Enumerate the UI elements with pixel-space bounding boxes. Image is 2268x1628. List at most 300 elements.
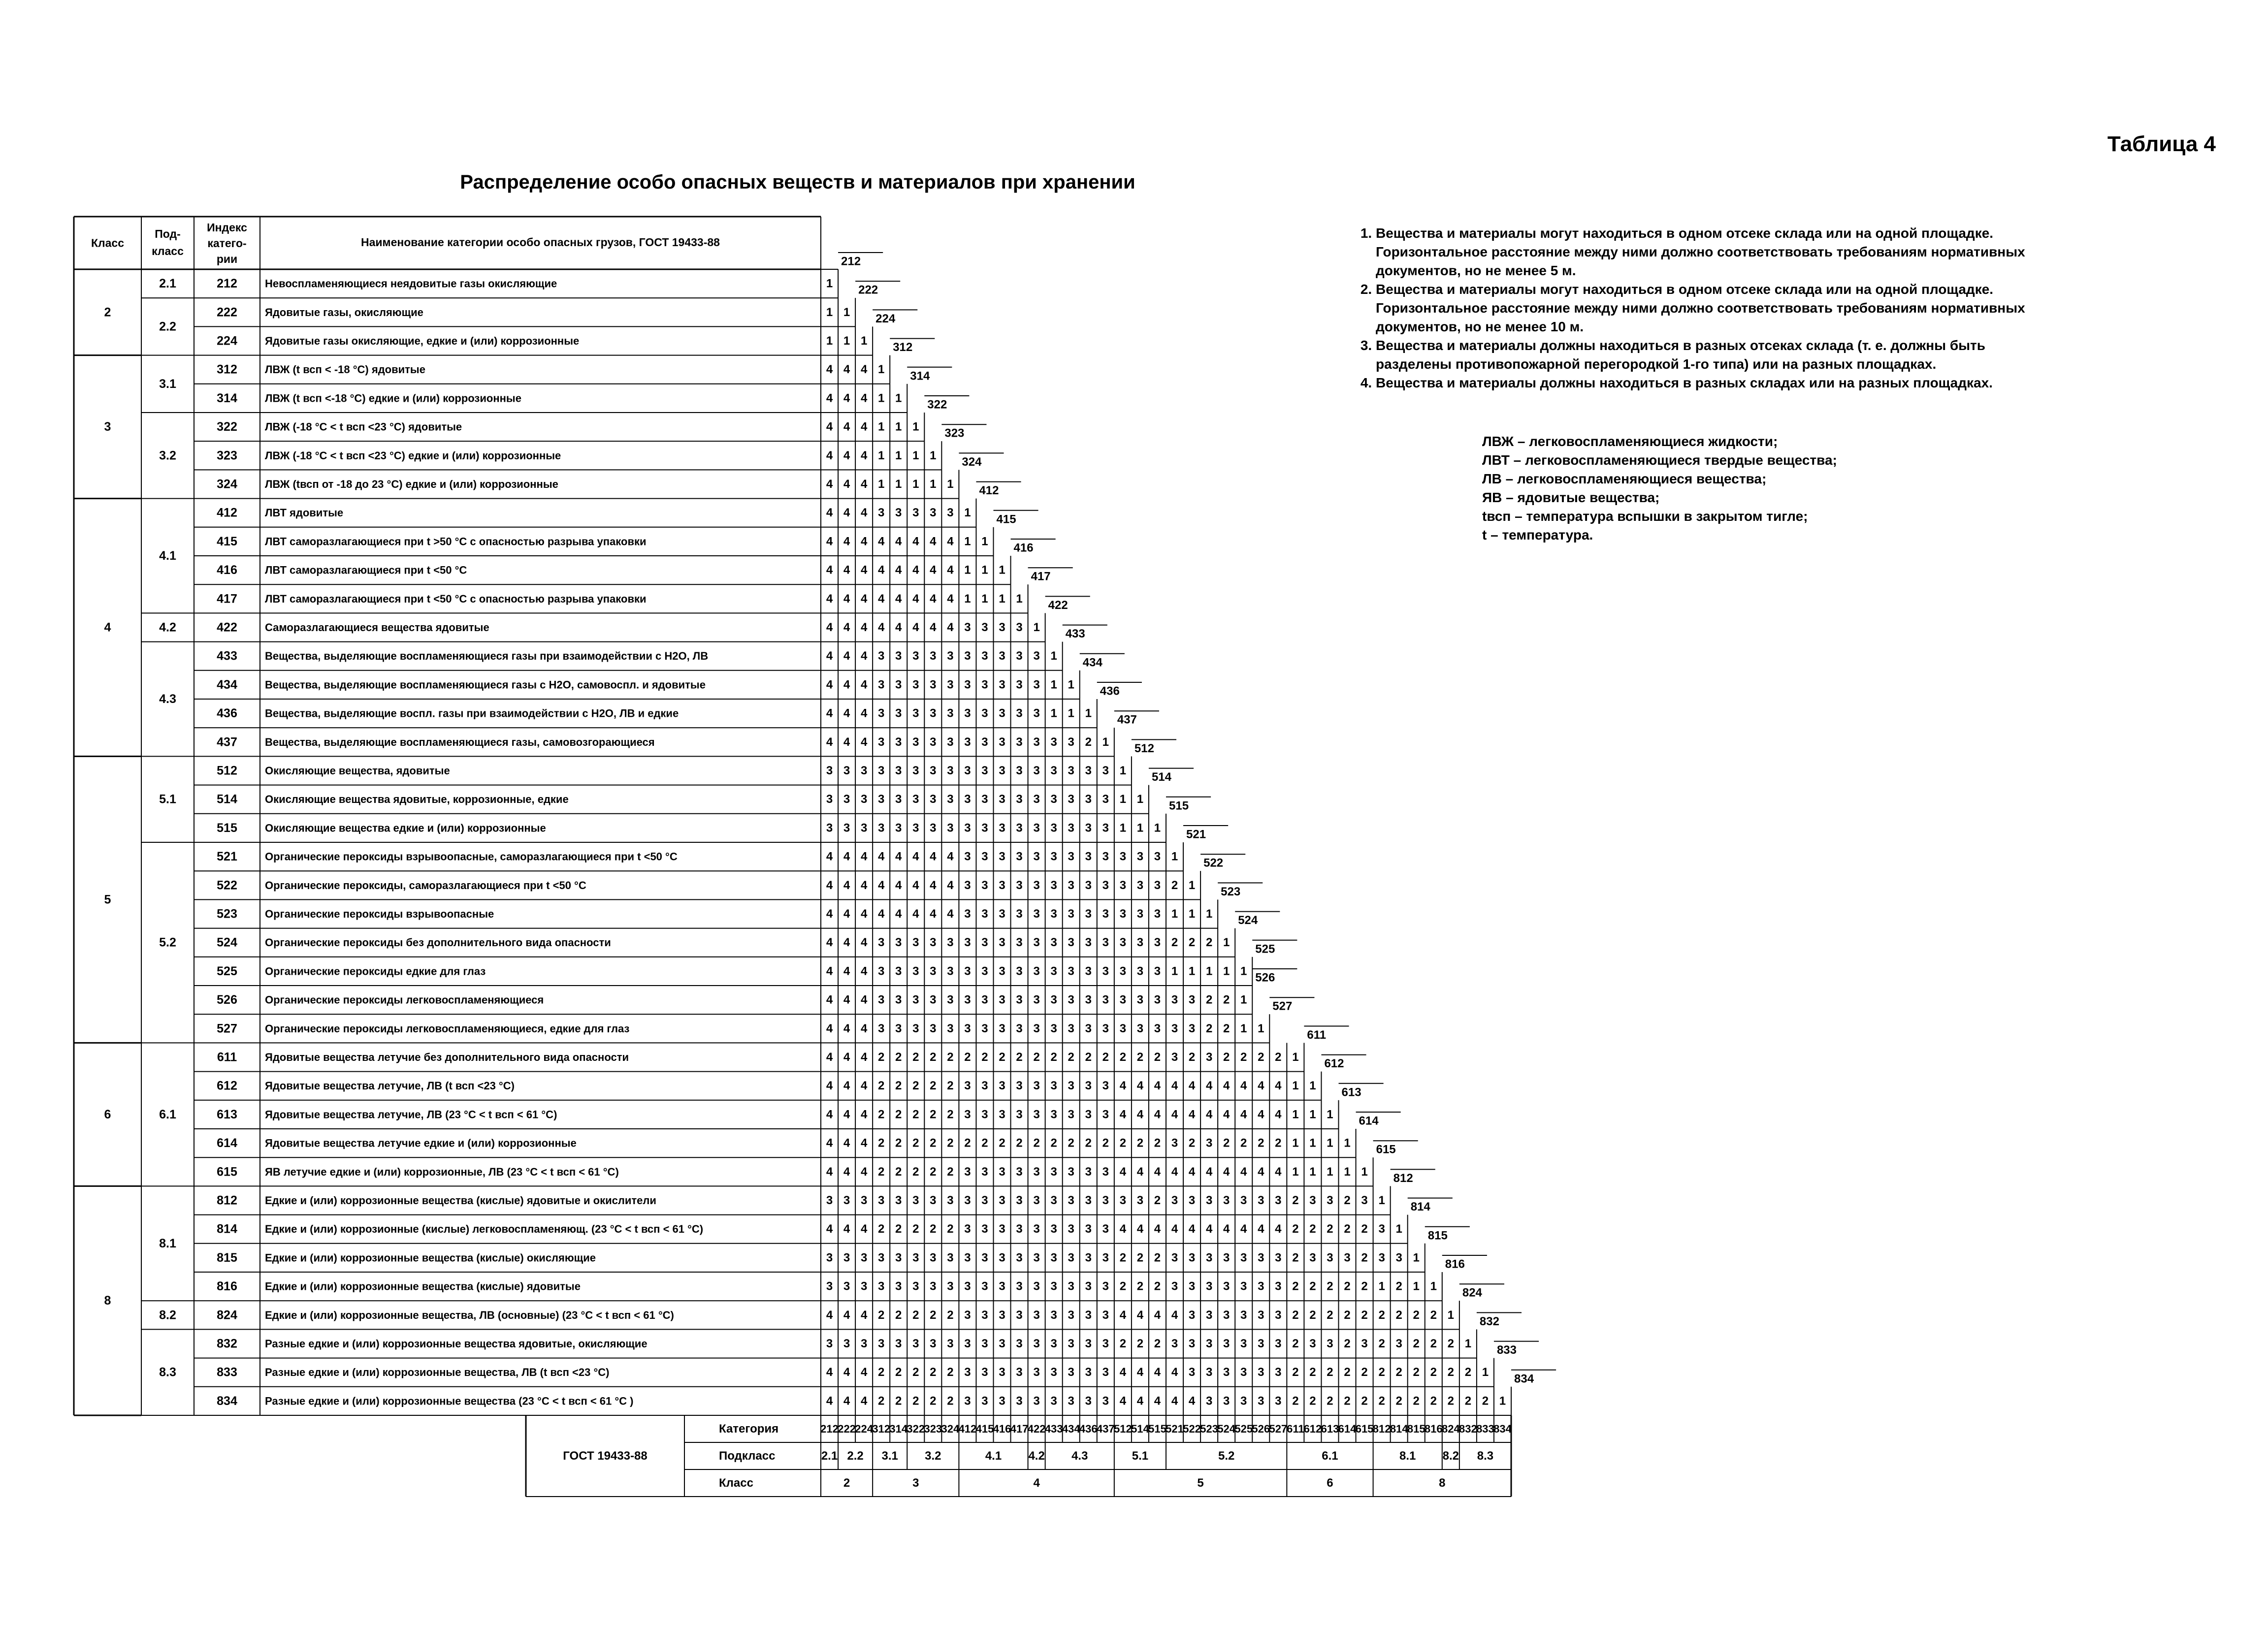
compat-value: 3 <box>1154 1021 1161 1035</box>
compat-value: 3 <box>981 1308 988 1322</box>
diagonal-index-label: 222 <box>858 283 878 297</box>
compat-value: 4 <box>843 478 850 491</box>
bottom-subclass-label: Подкласс <box>719 1449 776 1463</box>
compat-value: 4 <box>947 850 954 863</box>
compat-value: 3 <box>877 1194 885 1207</box>
bottom-category-index: 524 <box>1217 1423 1236 1435</box>
compat-value: 3 <box>1223 1279 1230 1293</box>
compat-value: 3 <box>981 1021 988 1035</box>
category-name: ЛВЖ (-18 °С < t всп <23 °С) ядовитые <box>265 420 462 433</box>
compat-value: 3 <box>1033 1394 1040 1408</box>
compat-value: 2 <box>1033 1051 1040 1064</box>
compat-value: 3 <box>981 706 988 720</box>
compat-value: 2 <box>1258 1136 1264 1150</box>
compat-value: 2 <box>912 1308 919 1322</box>
compat-value: 2 <box>1119 1251 1127 1265</box>
compat-value: 3 <box>1085 1308 1092 1322</box>
compat-value: 4 <box>1154 1366 1161 1379</box>
diagonal-index-label: 514 <box>1151 770 1171 784</box>
compat-value: 3 <box>964 1079 971 1093</box>
compat-value: 2 <box>1292 1279 1299 1293</box>
compat-value: 4 <box>1223 1079 1230 1093</box>
compat-value: 4 <box>826 1108 833 1121</box>
note-item: 4. Вещества и материалы должны находиться в разных складах или на разных площадках. <box>1376 374 2043 392</box>
compat-value: 2 <box>1188 1051 1196 1064</box>
compat-value: 4 <box>826 964 833 978</box>
compat-value: 3 <box>1240 1194 1247 1207</box>
compat-value: 3 <box>1085 1108 1092 1121</box>
compat-value: 2 <box>964 1136 971 1150</box>
compat-value: 3 <box>1085 1366 1092 1379</box>
compat-value: 3 <box>947 764 954 777</box>
compat-value: 4 <box>826 535 833 548</box>
category-index: 523 <box>217 907 237 921</box>
compat-value: 3 <box>1119 878 1127 892</box>
compat-value: 2 <box>930 1222 937 1236</box>
compat-value: 4 <box>860 936 868 950</box>
compat-value: 3 <box>1154 878 1161 892</box>
subclass-label: 2.2 <box>159 319 176 334</box>
compat-value: 3 <box>1188 1366 1196 1379</box>
compat-value: 2 <box>1378 1366 1385 1379</box>
compat-value: 4 <box>930 535 937 548</box>
compat-value: 4 <box>1119 1394 1127 1408</box>
compat-value: 2 <box>947 1222 954 1236</box>
compat-value: 3 <box>1223 1337 1230 1350</box>
compat-value: 3 <box>1240 1337 1247 1350</box>
compat-value: 3 <box>1102 764 1109 777</box>
compat-value: 4 <box>860 1366 868 1379</box>
compat-value: 3 <box>1136 993 1144 1007</box>
compat-value: 3 <box>999 1251 1005 1265</box>
compat-value: 4 <box>1258 1165 1264 1179</box>
compat-value: 3 <box>1085 1279 1092 1293</box>
compat-value: 3 <box>947 735 954 749</box>
category-index: 433 <box>217 649 237 663</box>
compat-value: 3 <box>964 964 971 978</box>
compat-value: 3 <box>964 1308 971 1322</box>
compat-value: 2 <box>1136 1136 1144 1150</box>
compat-value: 3 <box>1275 1394 1282 1408</box>
compat-value: 3 <box>1171 1194 1178 1207</box>
compat-value: 3 <box>1275 1251 1282 1265</box>
diagonal-index-label: 512 <box>1134 741 1154 755</box>
category-name: ЛВЖ (-18 °С < t всп <23 °С) едкие и (или) коррозионные <box>265 449 561 462</box>
compat-value: 2 <box>1205 993 1213 1007</box>
compat-value: 3 <box>877 764 885 777</box>
compat-value: 1 <box>1136 821 1144 835</box>
compat-value: 3 <box>877 1279 885 1293</box>
compat-value: 1 <box>895 420 902 434</box>
compat-value: 4 <box>1154 1308 1161 1322</box>
compat-value: 2 <box>1292 1394 1299 1408</box>
compat-value: 3 <box>999 907 1005 921</box>
compat-value: 3 <box>860 1251 868 1265</box>
compat-value: 4 <box>826 1136 833 1150</box>
compat-value: 4 <box>826 1051 833 1064</box>
compat-value: 4 <box>843 1079 850 1093</box>
category-name: Ядовитые газы, окисляющие <box>265 306 423 319</box>
compat-value: 2 <box>912 1394 919 1408</box>
abbreviation-item: tвсп – температура вспышки в закрытом тигле; <box>1482 509 1808 524</box>
compat-value: 3 <box>895 821 902 835</box>
compat-value: 3 <box>912 793 919 806</box>
compat-value: 3 <box>1395 1251 1402 1265</box>
compat-value: 1 <box>877 363 885 377</box>
category-name: ЛВЖ (t всп <-18 °С) едкие и (или) коррозионные <box>265 392 521 405</box>
bottom-category-index: 815 <box>1407 1423 1426 1435</box>
compat-value: 3 <box>999 764 1005 777</box>
compat-value: 4 <box>912 592 919 606</box>
diagonal-index-label: 437 <box>1117 713 1137 727</box>
compat-value: 4 <box>1171 1079 1178 1093</box>
subclass-label: 3.2 <box>159 448 176 463</box>
header-category-name: Наименование категории особо опасных грузов, ГОСТ 19433-88 <box>361 236 720 249</box>
compat-value: 2 <box>1327 1366 1333 1379</box>
compat-value: 4 <box>843 1021 850 1035</box>
compat-value: 2 <box>1050 1136 1057 1150</box>
bottom-category-index: 322 <box>907 1423 925 1435</box>
compat-value: 4 <box>947 535 954 548</box>
compat-value: 3 <box>1033 793 1040 806</box>
compat-value: 3 <box>1258 1251 1264 1265</box>
bottom-category-index: 222 <box>838 1423 856 1435</box>
compat-value: 2 <box>1344 1279 1351 1293</box>
compat-value: 3 <box>1205 1251 1213 1265</box>
compat-value: 1 <box>1430 1279 1437 1293</box>
compat-value: 4 <box>1188 1165 1196 1179</box>
compat-value: 3 <box>1119 936 1127 950</box>
compat-value: 4 <box>1119 1079 1127 1093</box>
compat-value: 2 <box>912 1079 919 1093</box>
compat-value: 3 <box>1085 1079 1092 1093</box>
compat-value: 4 <box>930 592 937 606</box>
category-name: Ядовитые вещества летучие едкие и (или) коррозионные <box>265 1137 577 1149</box>
compat-value: 1 <box>1223 936 1230 950</box>
compat-value: 2 <box>1068 1136 1074 1150</box>
compat-value: 3 <box>826 1279 833 1293</box>
compat-value: 1 <box>1205 907 1213 921</box>
compat-value: 1 <box>964 592 971 606</box>
compat-value: 3 <box>1016 821 1023 835</box>
compat-value: 4 <box>843 592 850 606</box>
bottom-subclass-value: 8.1 <box>1399 1449 1416 1463</box>
compat-value: 3 <box>912 1251 919 1265</box>
compat-value: 3 <box>1016 1308 1023 1322</box>
compat-value: 2 <box>1361 1308 1368 1322</box>
compat-value: 3 <box>877 1251 885 1265</box>
compat-value: 3 <box>1068 735 1074 749</box>
category-index: 224 <box>217 334 237 348</box>
category-index: 815 <box>217 1250 237 1265</box>
compat-value: 3 <box>1136 850 1144 863</box>
compat-value: 3 <box>981 907 988 921</box>
compat-value: 1 <box>1309 1165 1316 1179</box>
compat-value: 3 <box>964 621 971 634</box>
class-label: 3 <box>104 420 111 434</box>
category-name: Разные едкие и (или) коррозионные вещества (23 °С < t всп < 61 °С ) <box>265 1395 634 1407</box>
compat-value: 3 <box>1378 1251 1385 1265</box>
compat-value: 4 <box>1258 1079 1264 1093</box>
compat-value: 4 <box>877 535 885 548</box>
compat-value: 3 <box>999 1021 1005 1035</box>
compat-value: 4 <box>1205 1222 1213 1236</box>
compat-value: 3 <box>964 764 971 777</box>
category-index: 212 <box>217 277 237 291</box>
compat-value: 4 <box>912 563 919 577</box>
compat-value: 3 <box>947 649 954 663</box>
compat-value: 4 <box>843 563 850 577</box>
compat-value: 1 <box>1378 1194 1385 1207</box>
diagonal-index-label: 525 <box>1255 942 1275 956</box>
compat-value: 3 <box>843 1251 850 1265</box>
compat-value: 3 <box>981 821 988 835</box>
compat-value: 3 <box>1085 1394 1092 1408</box>
compat-value: 3 <box>895 964 902 978</box>
compat-value: 3 <box>1033 1337 1040 1350</box>
diagonal-index-label: 611 <box>1307 1028 1327 1042</box>
compat-value: 1 <box>912 478 919 491</box>
compat-value: 3 <box>877 964 885 978</box>
compat-value: 4 <box>1136 1222 1144 1236</box>
abbreviation-item: t – температура. <box>1482 527 1593 543</box>
compat-value: 3 <box>1050 993 1057 1007</box>
compat-value: 3 <box>964 678 971 692</box>
compat-value: 2 <box>877 1051 885 1064</box>
compat-value: 3 <box>1119 1021 1127 1035</box>
compat-value: 3 <box>1188 1251 1196 1265</box>
compat-value: 1 <box>1292 1136 1299 1150</box>
compat-value: 4 <box>930 878 937 892</box>
compat-value: 4 <box>1240 1108 1247 1121</box>
compat-value: 2 <box>947 1108 954 1121</box>
compat-value: 4 <box>930 563 937 577</box>
compat-value: 2 <box>1309 1222 1316 1236</box>
category-index: 522 <box>217 878 237 893</box>
compat-value: 3 <box>1033 1021 1040 1035</box>
compat-value: 3 <box>1033 1165 1040 1179</box>
compat-value: 4 <box>826 1165 833 1179</box>
compat-value: 3 <box>1102 1222 1109 1236</box>
diagonal-index-label: 323 <box>944 426 965 440</box>
compat-value: 4 <box>912 535 919 548</box>
bottom-category-index: 434 <box>1062 1423 1080 1435</box>
compat-value: 3 <box>1327 1251 1333 1265</box>
compat-value: 3 <box>999 964 1005 978</box>
compat-value: 1 <box>1136 793 1144 806</box>
compat-value: 4 <box>843 1222 850 1236</box>
compat-value: 3 <box>1102 907 1109 921</box>
compat-value: 4 <box>843 1051 850 1064</box>
note-item: 1. Вещества и материалы могут находиться в одном отсеке склада или на одной площадке. Горизонтальное расстояние между ними должно соответствовать требованиям нормативных документов, но не менее 5 м. <box>1376 224 2043 280</box>
compat-value: 3 <box>981 1251 988 1265</box>
compat-value: 3 <box>964 907 971 921</box>
compat-value: 4 <box>843 1136 850 1150</box>
compat-value: 2 <box>947 1079 954 1093</box>
compat-value: 3 <box>981 621 988 634</box>
compat-value: 4 <box>1188 1394 1196 1408</box>
compat-value: 4 <box>1205 1108 1213 1121</box>
diagonal-index-label: 412 <box>979 484 999 498</box>
compat-value: 2 <box>895 1079 902 1093</box>
compat-value: 3 <box>1240 1366 1247 1379</box>
compat-value: 2 <box>1309 1394 1316 1408</box>
compat-value: 4 <box>877 907 885 921</box>
compat-value: 1 <box>999 563 1005 577</box>
compat-value: 3 <box>930 1279 937 1293</box>
compat-value: 3 <box>981 735 988 749</box>
compat-value: 3 <box>1033 1194 1040 1207</box>
compat-value: 3 <box>1102 1366 1109 1379</box>
compat-value: 4 <box>860 535 868 548</box>
compat-value: 3 <box>930 1194 937 1207</box>
compat-value: 2 <box>1361 1251 1368 1265</box>
compat-value: 2 <box>1136 1279 1144 1293</box>
compat-value: 3 <box>947 678 954 692</box>
diagonal-index-label: 615 <box>1376 1143 1396 1156</box>
compat-value: 3 <box>1119 907 1127 921</box>
compat-value: 4 <box>860 506 868 520</box>
compat-value: 3 <box>843 1194 850 1207</box>
compat-value: 3 <box>1050 1165 1057 1179</box>
compat-value: 2 <box>930 1366 937 1379</box>
diagonal-index-label: 814 <box>1410 1200 1430 1214</box>
compat-value: 3 <box>1050 907 1057 921</box>
compat-value: 4 <box>1258 1222 1264 1236</box>
compat-value: 2 <box>1068 1051 1074 1064</box>
compat-value: 2 <box>1378 1337 1385 1350</box>
compat-value: 3 <box>1068 964 1074 978</box>
compat-value: 3 <box>981 878 988 892</box>
compat-value: 1 <box>1188 964 1196 978</box>
compat-value: 2 <box>1240 1136 1247 1150</box>
compat-value: 3 <box>999 621 1005 634</box>
compat-value: 3 <box>1188 993 1196 1007</box>
compat-value: 4 <box>895 621 902 634</box>
compat-value: 3 <box>1033 1222 1040 1236</box>
bottom-category-index: 515 <box>1148 1423 1166 1435</box>
compat-value: 1 <box>1171 850 1178 863</box>
diagonal-index-label: 212 <box>841 255 861 268</box>
compat-value: 1 <box>1188 907 1196 921</box>
compat-value: 3 <box>1258 1337 1264 1350</box>
diagonal-index-label: 417 <box>1031 570 1051 583</box>
compat-value: 1 <box>1447 1308 1455 1322</box>
compat-value: 4 <box>1171 1165 1178 1179</box>
compat-value: 2 <box>930 1165 937 1179</box>
compat-value: 3 <box>1050 1337 1057 1350</box>
compat-value: 2 <box>895 1308 902 1322</box>
compat-value: 2 <box>1154 1279 1161 1293</box>
abbreviation-item: ЛВ – легковоспламеняющиеся вещества; <box>1482 471 1767 486</box>
compat-value: 2 <box>1240 1051 1247 1064</box>
diagonal-index-label: 815 <box>1427 1229 1448 1243</box>
compat-value: 1 <box>1240 1021 1247 1035</box>
compat-value: 3 <box>1171 1251 1178 1265</box>
compat-value: 3 <box>1033 649 1040 663</box>
compat-value: 3 <box>1085 878 1092 892</box>
subclass-label: 2.1 <box>159 277 176 291</box>
compat-value: 4 <box>930 850 937 863</box>
compat-value: 3 <box>1136 878 1144 892</box>
compat-value: 3 <box>912 649 919 663</box>
compat-value: 4 <box>1119 1366 1127 1379</box>
compat-value: 4 <box>930 621 937 634</box>
compat-value: 4 <box>1136 1079 1144 1093</box>
bottom-subclass-value: 8.3 <box>1477 1449 1494 1463</box>
compat-value: 3 <box>843 1279 850 1293</box>
category-name: ЛВТ саморазлагающиеся при t <50 °С <box>265 564 467 576</box>
compat-value: 3 <box>930 1021 937 1035</box>
compat-value: 4 <box>826 563 833 577</box>
compat-value: 2 <box>1309 1308 1316 1322</box>
compat-value: 3 <box>930 764 937 777</box>
compat-value: 3 <box>1171 1136 1178 1150</box>
compat-value: 3 <box>1102 1165 1109 1179</box>
category-name: Органические пероксиды, саморазлагающиеся при t <50 °С <box>265 879 586 892</box>
class-label: 6 <box>104 1107 111 1121</box>
compat-value: 2 <box>1395 1308 1402 1322</box>
compat-value: 4 <box>912 878 919 892</box>
compat-value: 1 <box>1499 1394 1506 1408</box>
compat-value: 4 <box>826 1394 833 1408</box>
compat-value: 4 <box>843 391 850 405</box>
compat-value: 3 <box>1102 1394 1109 1408</box>
compat-value: 3 <box>1119 850 1127 863</box>
compat-value: 3 <box>999 936 1005 950</box>
compat-value: 3 <box>981 649 988 663</box>
compat-value: 3 <box>895 506 902 520</box>
compat-value: 3 <box>1068 764 1074 777</box>
compat-value: 4 <box>860 1108 868 1121</box>
compat-value: 3 <box>1275 1279 1282 1293</box>
compat-value: 3 <box>1136 964 1144 978</box>
compat-value: 3 <box>1258 1366 1264 1379</box>
compat-value: 3 <box>1068 1194 1074 1207</box>
compat-value: 4 <box>843 735 850 749</box>
compat-value: 4 <box>895 850 902 863</box>
compat-value: 3 <box>1068 1394 1074 1408</box>
compat-value: 1 <box>1119 793 1127 806</box>
compat-value: 3 <box>895 936 902 950</box>
compat-value: 3 <box>912 1021 919 1035</box>
compat-value: 2 <box>1413 1337 1420 1350</box>
compat-value: 3 <box>1050 735 1057 749</box>
compat-value: 3 <box>999 1279 1005 1293</box>
compat-value: 3 <box>1050 1279 1057 1293</box>
compat-value: 4 <box>826 592 833 606</box>
bottom-subclass-value: 3.1 <box>881 1449 898 1463</box>
compat-value: 3 <box>912 506 919 520</box>
compat-value: 3 <box>1016 764 1023 777</box>
compat-value: 3 <box>1395 1337 1402 1350</box>
compat-value: 1 <box>1482 1366 1489 1379</box>
abbreviation-item: ЛВТ – легковоспламеняющиеся твердые вещества; <box>1482 452 1837 468</box>
compat-value: 1 <box>843 334 850 348</box>
category-index: 524 <box>217 935 237 950</box>
diagonal-index-label: 612 <box>1324 1057 1344 1071</box>
compat-value: 3 <box>1171 1051 1178 1064</box>
compat-value: 3 <box>964 1194 971 1207</box>
bottom-category-index: 521 <box>1166 1423 1184 1435</box>
compat-value: 2 <box>1430 1394 1437 1408</box>
category-name: ЛВЖ (tвсп от -18 до 23 °С) едкие и (или) коррозионные <box>265 478 558 490</box>
category-index: 412 <box>217 506 237 520</box>
compat-value: 3 <box>1361 1337 1368 1350</box>
diagonal-index-label: 524 <box>1238 914 1258 927</box>
compat-value: 3 <box>860 1337 868 1350</box>
bottom-category-index: 416 <box>993 1423 1011 1435</box>
